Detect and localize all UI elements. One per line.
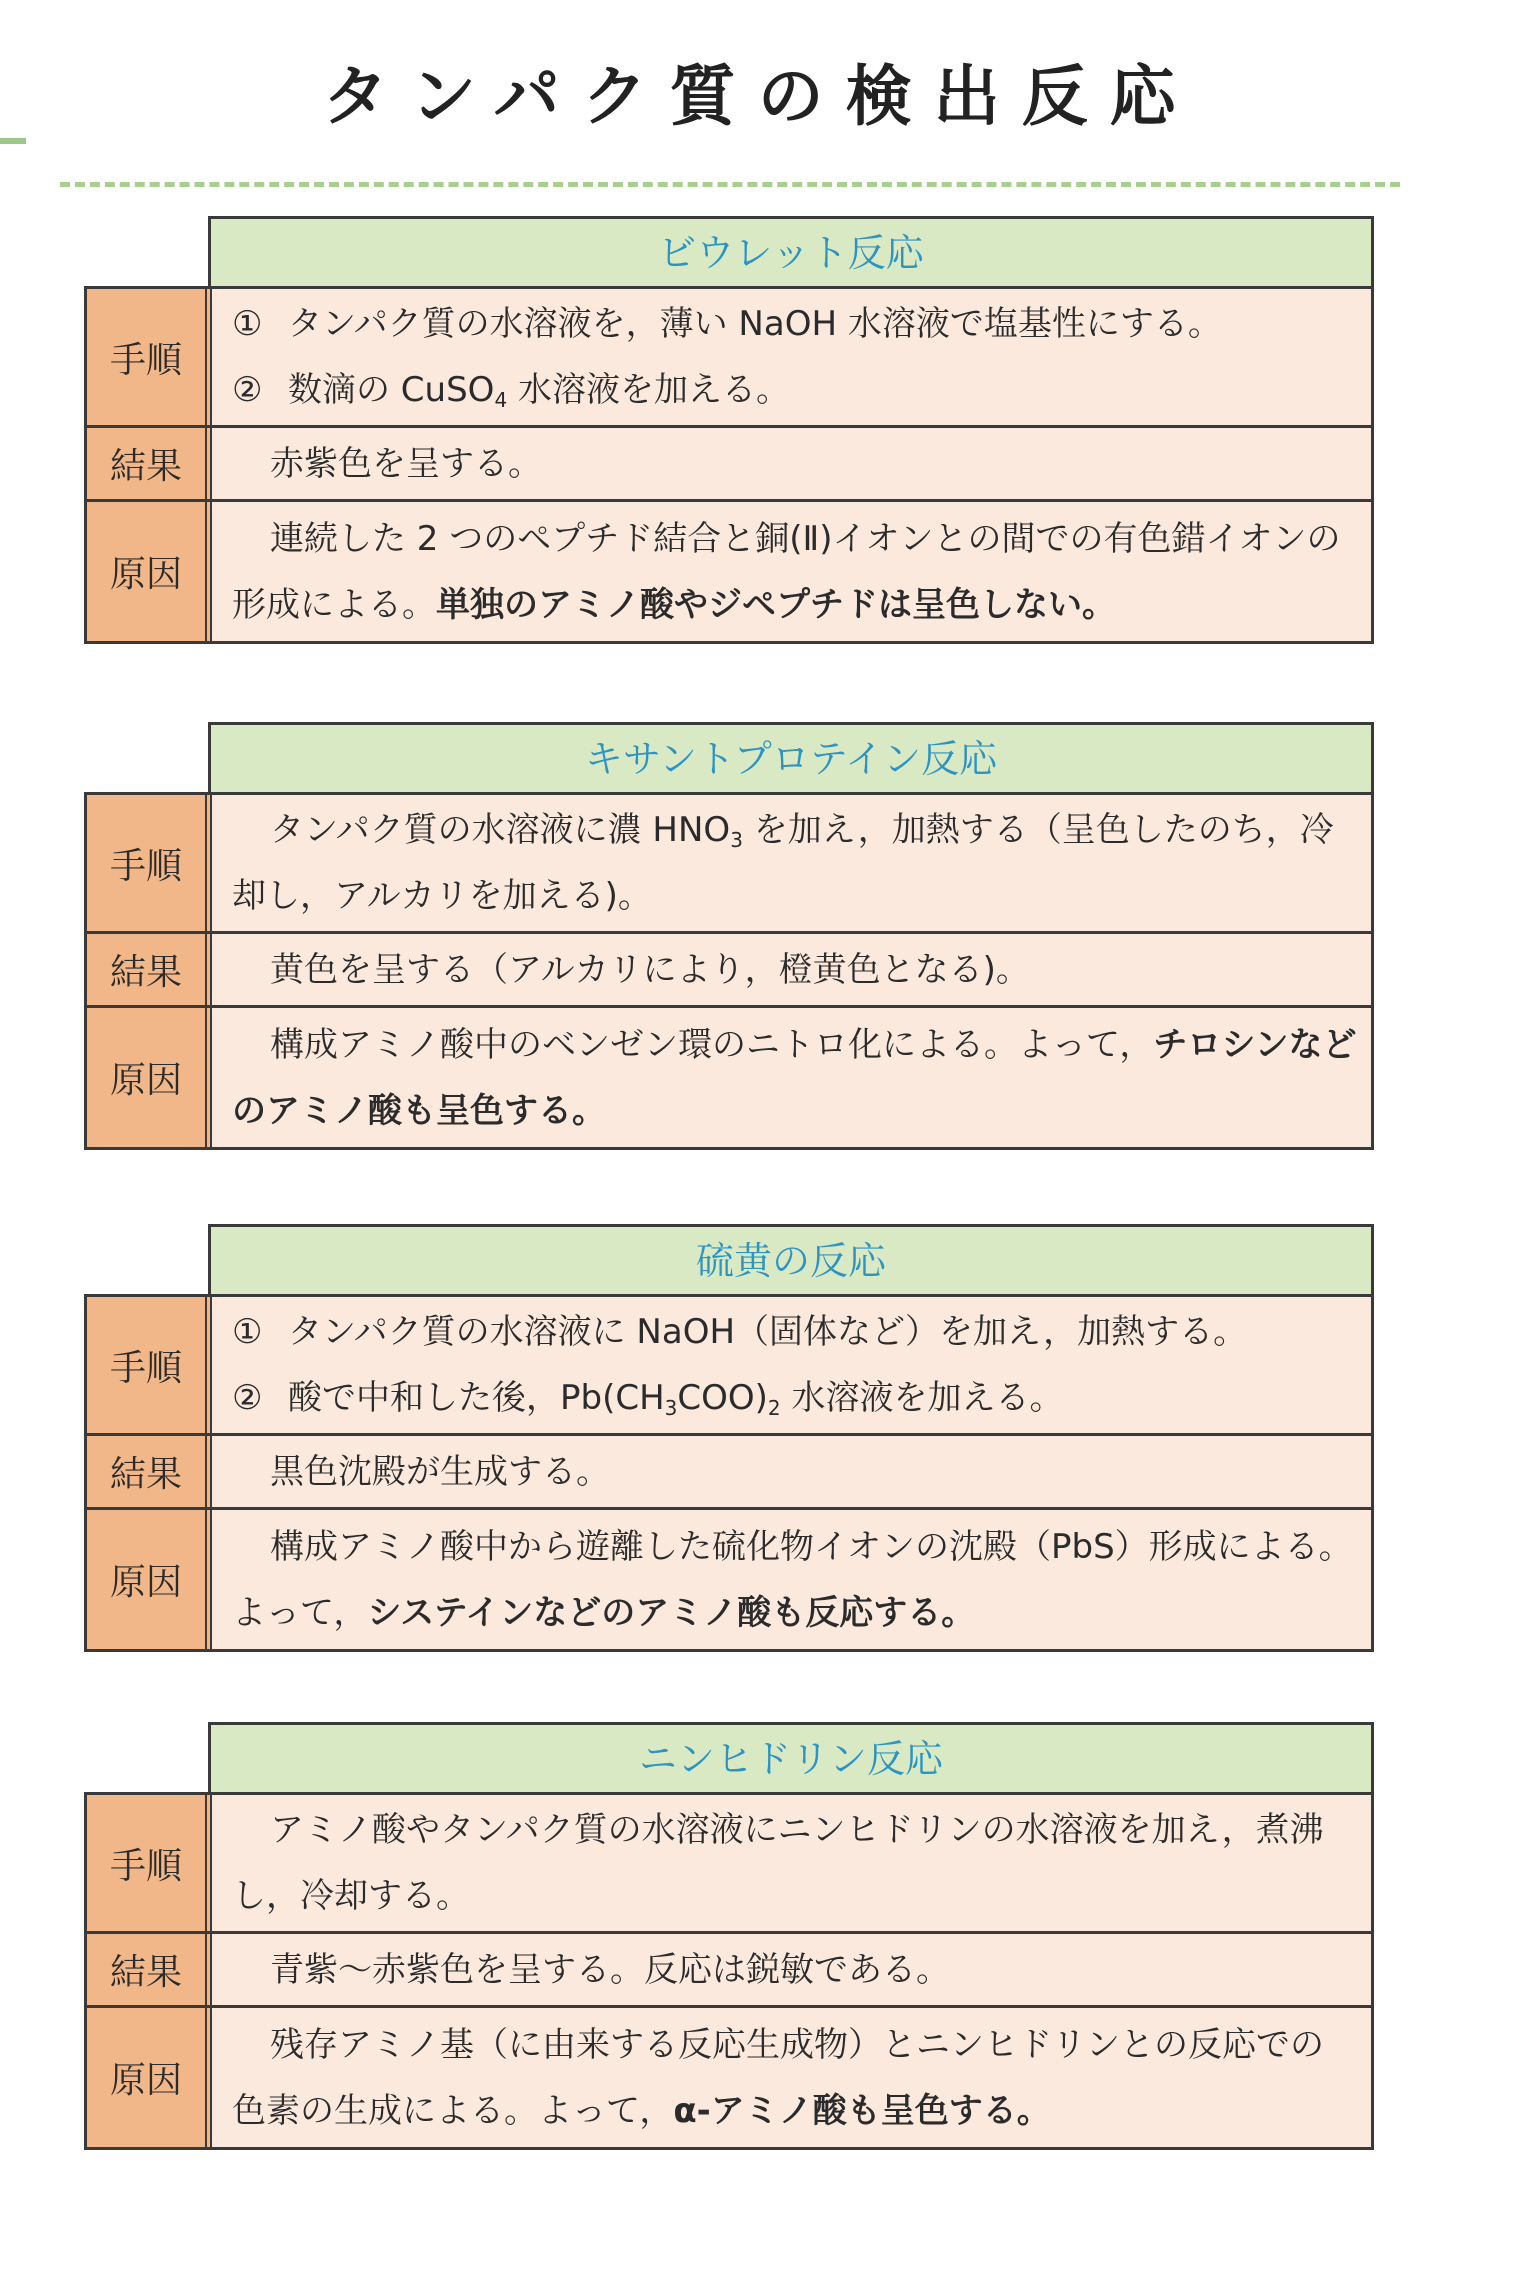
biuret-procedure-row bbox=[84, 286, 1374, 428]
result-label: 結果 bbox=[87, 428, 212, 499]
sulfur-procedure bbox=[212, 1297, 1371, 1433]
sulfur-reaction-block bbox=[84, 1224, 1374, 1652]
biuret-reaction-block bbox=[84, 216, 1374, 644]
sulfur-result: 黒色沈殿が生成する。 bbox=[212, 1436, 1371, 1507]
step-text: 数滴の CuSO$_4$ 水溶液を加える。 bbox=[288, 370, 790, 412]
ninhydrin-cause-row bbox=[84, 2008, 1374, 2150]
ninhydrin-result-row bbox=[84, 1934, 1374, 2008]
biuret-procedure bbox=[212, 289, 1371, 425]
step-number: ② bbox=[232, 370, 263, 410]
xanthoprotein-header: キサントプロテイン反応 bbox=[208, 722, 1374, 792]
ninhydrin-reaction-block bbox=[84, 1722, 1374, 2150]
step-number: ① bbox=[232, 1312, 263, 1352]
cause-label: 原因 bbox=[87, 1510, 212, 1649]
result-label: 結果 bbox=[87, 1934, 212, 2005]
sulfur-step-2 bbox=[232, 1365, 1357, 1431]
sulfur-header: 硫黄の反応 bbox=[208, 1224, 1374, 1294]
biuret-cause: 連続した 2 つのペプチド結合と銅(Ⅱ)イオンとの間での有色錯イオンの形成による。単独のアミノ酸やジペプチドは呈色しない。 bbox=[212, 502, 1371, 641]
sulfur-cause: 構成アミノ酸中から遊離した硫化物イオンの沈殿（PbS）形成による。よって，システインなどのアミノ酸も反応する。 bbox=[212, 1510, 1371, 1649]
xanthoprotein-result: 黄色を呈する（アルカリにより，橙黄色となる)。 bbox=[212, 934, 1371, 1005]
cause-label: 原因 bbox=[87, 1008, 212, 1147]
step-text: 酸で中和した後，$Pb(CH_3COO)_2$ 水溶液を加える。 bbox=[288, 1378, 1064, 1420]
step-number: ② bbox=[232, 1378, 263, 1418]
xanthoprotein-cause: 構成アミノ酸中のベンゼン環のニトロ化による。よって，チロシンなどのアミノ酸も呈色する。 bbox=[212, 1008, 1371, 1147]
ninhydrin-cause: 残存アミノ基（に由来する反応生成物）とニンヒドリンとの反応での色素の生成による。よって，α-アミノ酸も呈色する。 bbox=[212, 2008, 1371, 2147]
procedure-label: 手順 bbox=[87, 795, 212, 931]
biuret-step-1 bbox=[232, 291, 1357, 357]
step-text: タンパク質の水溶液に NaOH（固体など）を加え，加熱する。 bbox=[288, 1312, 1248, 1352]
cause-label: 原因 bbox=[87, 502, 212, 641]
xanthoprotein-result-row bbox=[84, 934, 1374, 1008]
xanthoprotein-reaction-block bbox=[84, 722, 1374, 1150]
sulfur-step-1 bbox=[232, 1299, 1357, 1365]
step-text: タンパク質の水溶液を，薄い NaOH 水溶液で塩基性にする。 bbox=[288, 304, 1222, 344]
biuret-header: ビウレット反応 bbox=[208, 216, 1374, 286]
xanthoprotein-cause-row bbox=[84, 1008, 1374, 1150]
ninhydrin-result: 青紫〜赤紫色を呈する。反応は鋭敏である。 bbox=[212, 1934, 1371, 2005]
xanthoprotein-procedure-row bbox=[84, 792, 1374, 934]
procedure-label: 手順 bbox=[87, 289, 212, 425]
sulfur-cause-row bbox=[84, 1510, 1374, 1652]
sulfur-procedure-row bbox=[84, 1294, 1374, 1436]
biuret-cause-row bbox=[84, 502, 1374, 644]
cause-label: 原因 bbox=[87, 2008, 212, 2147]
ninhydrin-procedure-row bbox=[84, 1792, 1374, 1934]
procedure-label: 手順 bbox=[87, 1297, 212, 1433]
biuret-result-row bbox=[84, 428, 1374, 502]
result-label: 結果 bbox=[87, 934, 212, 1005]
title-divider bbox=[60, 182, 1400, 187]
step-number: ① bbox=[232, 304, 263, 344]
sulfur-result-row bbox=[84, 1436, 1374, 1510]
page-title: タンパク質の検出反応 bbox=[322, 58, 1198, 135]
procedure-label: 手順 bbox=[87, 1795, 212, 1931]
biuret-step-2 bbox=[232, 357, 1357, 423]
biuret-result: 赤紫色を呈する。 bbox=[212, 428, 1371, 499]
ninhydrin-procedure: アミノ酸やタンパク質の水溶液にニンヒドリンの水溶液を加え，煮沸し，冷却する。 bbox=[212, 1795, 1371, 1931]
ninhydrin-header: ニンヒドリン反応 bbox=[208, 1722, 1374, 1792]
result-label: 結果 bbox=[87, 1436, 212, 1507]
xanthoprotein-procedure: タンパク質の水溶液に濃 $HNO_3$ を加え，加熱する（呈色したのち，冷却し，アルカリを加える)。 bbox=[212, 795, 1371, 931]
